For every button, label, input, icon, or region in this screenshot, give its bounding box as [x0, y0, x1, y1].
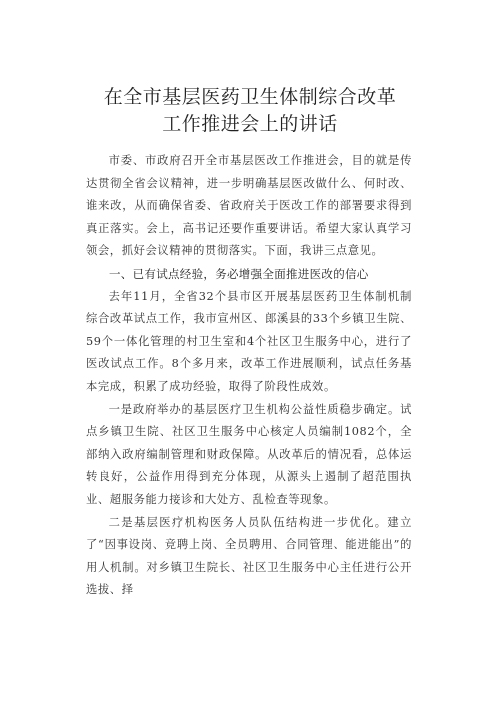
title-line-2: 工作推进会上的讲话: [162, 113, 338, 135]
section-heading: 一、已有试点经验，务必增强全面推进医改的信心: [109, 266, 369, 281]
document-body: [86, 150, 412, 602]
document-title: [0, 84, 500, 138]
body-paragraph: 二是基层医疗机构医务人员队伍结构进一步优化。建立了“因事设岗、竞聘上岗、全员聘用、合同管理、能进能出”的用人机制。对乡镇卫生院长、社区卫生服务中心主任进行公开选拔、择: [86, 515, 412, 597]
body-paragraph: 去年11月，全省32个县市区开展基层医药卫生体制机制综合改革试点工作，我市宣州区、郎溪县的33个乡镇卫生院、59个一体化管理的村卫生室和4个社区卫生服务中心，进行了医改试点工作。8个多月来，改革工作进展顺利，试点任务基本完成，积累了成功经验，取得了阶段性成效。: [86, 289, 412, 393]
title-line-1: 在全市基层医药卫生体制综合改革: [103, 86, 397, 108]
body-paragraph: 一是政府举办的基层医疗卫生机构公益性质稳步确定。试点乡镇卫生院、社区卫生服务中心核定人员编制1082个，全部纳入政府编制管理和财政保障。从改革后的情况看，总体运转良好，公益作用得到充分体现，从源头上遏制了超范围执业、超服务能力接诊和大处方、乱检查等现象。: [86, 402, 412, 506]
intro-paragraph: 市委、市政府召开全市基层医改工作推进会，目的就是传达贯彻全省会议精神，进一步明确基层医改做什么、何时改、谁来改，从而确保省委、省政府关于医改工作的部署要求得到真正落实。会上，高书记还要作重要讲话。希望大家认真学习领会，抓好会议精神的贯彻落实。下面，我讲三点意见。: [86, 154, 412, 258]
